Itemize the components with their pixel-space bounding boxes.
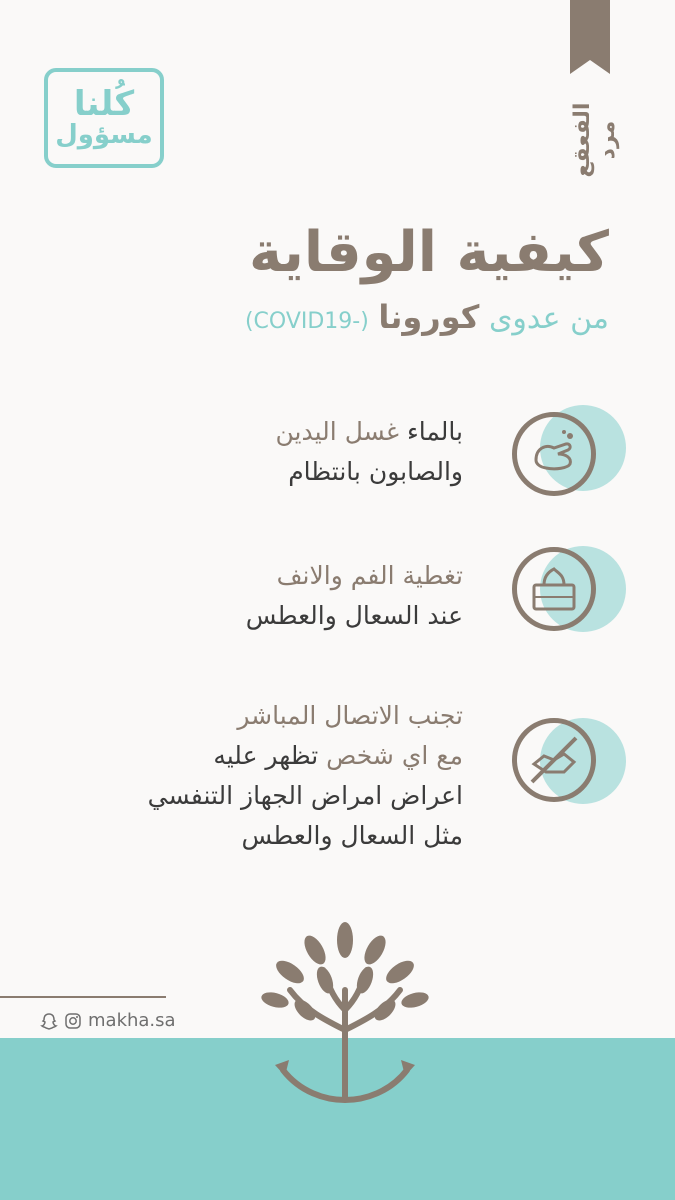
- item-1-line-2: والصابون بانتظام: [288, 457, 463, 486]
- brand-name: الفعقع مرد: [570, 102, 620, 178]
- social-handle[interactable]: [40, 1010, 176, 1031]
- handle-text: makha.sa: [88, 1010, 176, 1031]
- list-item: [276, 412, 463, 492]
- logo-line-1: كُلنا: [73, 83, 135, 124]
- item-1-line-1-rest: بالماء: [406, 417, 463, 446]
- ribbon: [570, 0, 610, 60]
- item-3-line-2-a: مع اي شخص: [326, 741, 463, 770]
- item-2-line-2: عند السعال والعطس: [245, 601, 463, 630]
- item-3-line-4: مثل السعال والعطس: [241, 821, 463, 850]
- item-3-line-3: اعراض امراض الجهاز التنفسي: [147, 781, 463, 810]
- list-item: [246, 556, 463, 636]
- page-title: كيفية الوقاية: [248, 220, 609, 285]
- item-2-line-1: تغطية الفم والانف: [276, 561, 463, 590]
- subtitle: [245, 298, 609, 336]
- snapchat-icon: [40, 1012, 58, 1030]
- logo: [44, 68, 164, 168]
- divider: [0, 996, 166, 998]
- subtitle-bold: كورونا: [378, 298, 480, 336]
- item-3-line-2-b: تظهر عليه: [213, 741, 319, 770]
- item-1-line-1-accent: غسل اليدين: [275, 417, 400, 446]
- subtitle-prefix: من عدوى: [488, 301, 609, 336]
- ribbon-tip: [570, 60, 610, 74]
- subtitle-latin: (COVID19-): [244, 309, 369, 334]
- hand-wash-icon: [512, 412, 596, 496]
- tissue-box-icon: [512, 547, 596, 631]
- tree-anchor-logo: [245, 910, 445, 1110]
- logo-line-2: مسؤول: [55, 120, 153, 151]
- item-3-line-1: تجنب الاتصال المباشر: [237, 701, 463, 730]
- list-item: [148, 696, 463, 856]
- instagram-icon: [64, 1012, 82, 1030]
- no-handshake-icon: [512, 718, 596, 802]
